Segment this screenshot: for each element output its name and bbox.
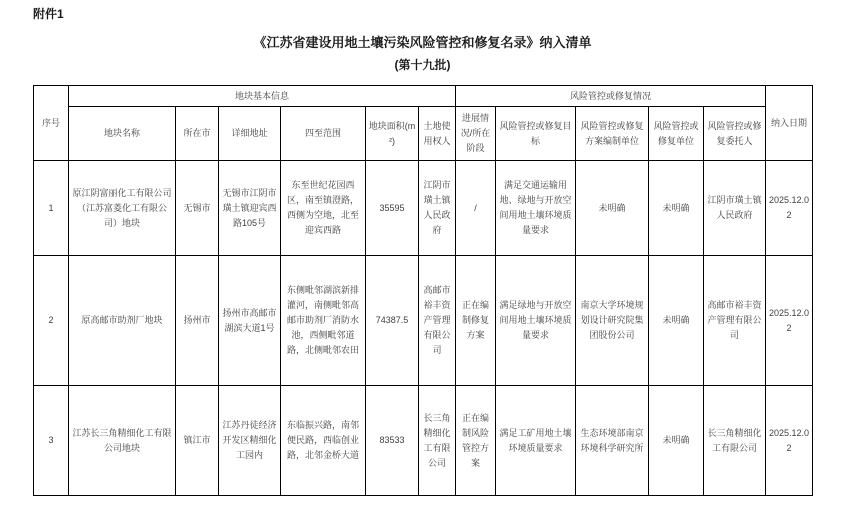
group-header-basic-info: 地块基本信息 — [69, 86, 456, 107]
cell-land-user: 高邮市裕丰资产管理有限公司 — [419, 256, 456, 386]
cell-target: 满足绿地与开放空间用地土壤环境质量要求 — [496, 256, 576, 386]
cell-remediation-unit: 未明确 — [649, 386, 704, 496]
cell-target: 满足工矿用地土壤环境质量要求 — [496, 386, 576, 496]
table-row — [34, 161, 813, 256]
cell-address: 无锡市江阴市璜土镇迎宾西路105号 — [219, 161, 281, 256]
cell-city: 镇江市 — [176, 386, 219, 496]
col-header-target: 风险管控或修复目标 — [496, 107, 576, 161]
cell-date: 2025.12.02 — [766, 386, 813, 496]
cell-parcel-name: 原高邮市助剂厂地块 — [69, 256, 176, 386]
col-header-seq: 序号 — [34, 86, 69, 161]
col-header-progress: 进展情况/所在阶段 — [456, 107, 496, 161]
cell-city: 扬州市 — [176, 256, 219, 386]
col-header-boundary: 四至范围 — [281, 107, 366, 161]
col-header-plan-unit: 风险管控或修复方案编制单位 — [576, 107, 649, 161]
cell-progress: 正在编制修复方案 — [456, 256, 496, 386]
cell-parcel-name: 江苏长三角精细化工有限公司地块 — [69, 386, 176, 496]
cell-address: 江苏丹徒经济开发区精细化工园内 — [219, 386, 281, 496]
cell-date: 2025.12.02 — [766, 256, 813, 386]
header-group-row — [34, 86, 813, 107]
col-header-remediation-unit: 风险管控或修复单位 — [649, 107, 704, 161]
cell-boundary: 东至世纪花园西区，南至镇澄路，西侧为空地，北至迎宾西路 — [281, 161, 366, 256]
table-row — [34, 386, 813, 496]
cell-client: 江阴市璜土镇人民政府 — [704, 161, 766, 256]
col-header-land-user: 土地使用权人 — [419, 107, 456, 161]
cell-client: 长三角精细化工有限公司 — [704, 386, 766, 496]
cell-land-user: 长三角精细化工有限公司 — [419, 386, 456, 496]
cell-plan-unit: 未明确 — [576, 161, 649, 256]
col-header-name: 地块名称 — [69, 107, 176, 161]
col-header-address: 详细地址 — [219, 107, 281, 161]
cell-parcel-name: 原江阴富丽化工有限公司（江苏富菱化工有限公司）地块 — [69, 161, 176, 256]
cell-city: 无锡市 — [176, 161, 219, 256]
document-batch: (第十九批) — [394, 58, 451, 72]
cell-area: 74387.5 — [366, 256, 419, 386]
cell-land-user: 江阴市璜土镇人民政府 — [419, 161, 456, 256]
cell-area: 83533 — [366, 386, 419, 496]
cell-progress: / — [456, 161, 496, 256]
cell-plan-unit: 生态环境部南京环境科学研究所 — [576, 386, 649, 496]
cell-client: 高邮市裕丰资产管理有限公司 — [704, 256, 766, 386]
cell-remediation-unit: 未明确 — [649, 161, 704, 256]
cell-remediation-unit: 未明确 — [649, 256, 704, 386]
cell-target: 满足交通运输用地、绿地与开放空间用地土壤环境质量要求 — [496, 161, 576, 256]
cell-date: 2025.12.02 — [766, 161, 813, 256]
cell-address: 扬州市高邮市湖滨大道1号 — [219, 256, 281, 386]
col-header-city: 所在市 — [176, 107, 219, 161]
col-header-client: 风险管控或修复委托人 — [704, 107, 766, 161]
document-title: 《江苏省建设用地土壤污染风险管控和修复名录》纳入清单 — [253, 35, 592, 50]
attachment-label: 附件1 — [33, 7, 64, 21]
cell-boundary: 东侧毗邻湖滨新排灌河，南侧毗邻高邮市助剂厂消防水池，西侧毗邻道路，北侧毗邻农田 — [281, 256, 366, 386]
cell-boundary: 东临振兴路，南邻便民路，西临创业路，北邻金桥大道 — [281, 386, 366, 496]
table-row — [34, 256, 813, 386]
cell-area: 35595 — [366, 161, 419, 256]
parcel-list-table — [33, 85, 813, 496]
cell-plan-unit: 南京大学环境规划设计研究院集团股份公司 — [576, 256, 649, 386]
cell-seq: 3 — [34, 386, 69, 496]
cell-progress: 正在编制风险管控方案 — [456, 386, 496, 496]
cell-seq: 2 — [34, 256, 69, 386]
cell-seq: 1 — [34, 161, 69, 256]
header-columns-row — [34, 107, 813, 161]
group-header-risk: 风险管控或修复情况 — [456, 86, 766, 107]
col-header-area: 地块面积(m²) — [366, 107, 419, 161]
col-header-date: 纳入日期 — [766, 86, 813, 161]
